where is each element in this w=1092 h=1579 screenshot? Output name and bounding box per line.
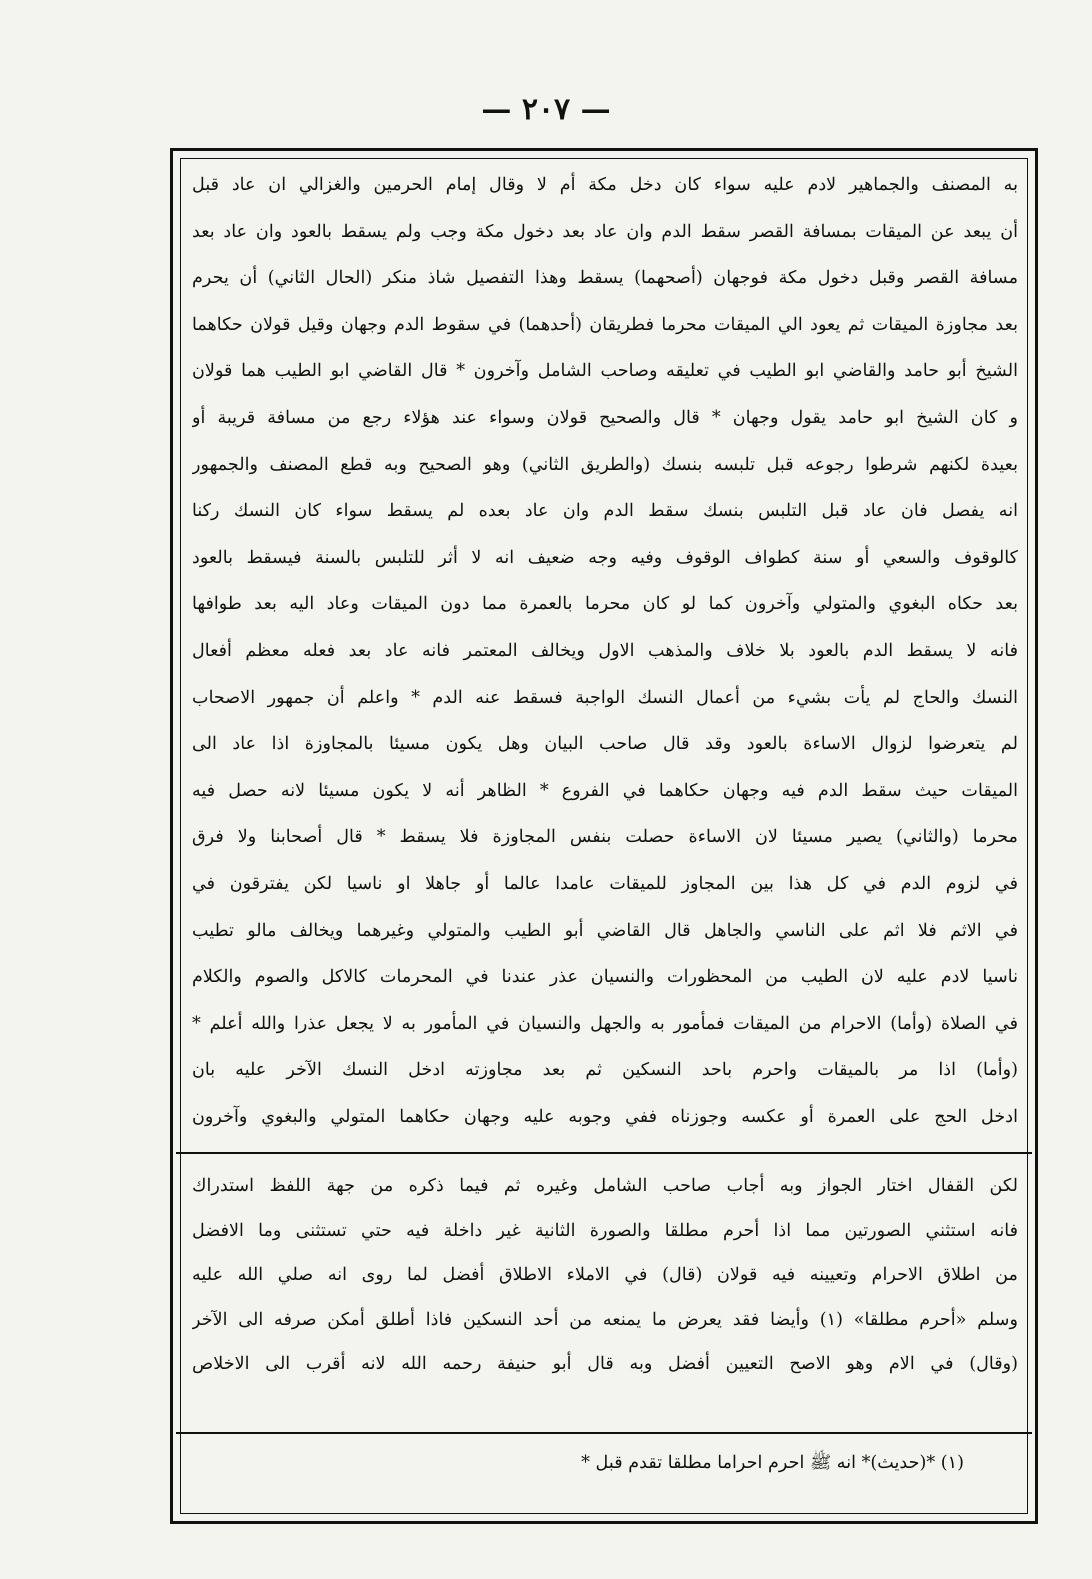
main-line: و كان الشيخ ابو حامد يقول وجهان * قال والصحيح قولان وسواء عند هؤلاء رجع من مسافة قريبة أو (192, 407, 1018, 428)
main-line: مسافة القصر وقبل دخول مكة فوجهان (أصحهما) يسقط وهذا التفصيل شاذ منكر (الحال الثاني) أن يحرم (192, 268, 1018, 289)
main-text (192, 162, 1018, 1152)
main-line: الشيخ أبو حامد والقاضي ابو الطيب في تعليقه وصاحب الشامل وآخرون * قال القاضي ابو الطيب هما قولان (192, 361, 1018, 382)
main-line: النسك والحاج لم يأت بشيء من أعمال النسك الواجبة فسقط عنه الدم * واعلم أن جمهور الاصحاب (192, 687, 1018, 708)
commentary-line: وسلم «أحرم مطلقا» (١) وأيضا فقد يعرض ما يمنعه من أحد النسكين فاذا أطلق أمكن صرفه الى الآخر (192, 1309, 1018, 1330)
main-line: بعد حكاه البغوي والمتولي وآخرون كما لو كان محرما بالعمرة مما دون الميقات وعاد اليه بعد طوافها (192, 594, 1018, 615)
main-line: فانه لا يسقط الدم بالعود بلا خلاف والمذهب الاول ويخالف المعتمر فانه عاد بعد فعله معظم أفعال (192, 640, 1018, 661)
main-line: ادخل الحج على العمرة أو عكسه وجوزناه ففي وجوبه عليه وجهان حكاهما المتولي والبغوي وآخرون (192, 1106, 1018, 1127)
main-line: كالوقوف والسعي أو سنة كطواف الوقوف وفيه وجه ضعيف انه لا أثر للتلبس بالسنة فيسقط بالعود (192, 547, 1018, 568)
main-line: لم يتعرضوا لزوال الاساءة بالعود وقد قال صاحب البيان وهل يكون مسيئا بالمجاوزة اذا عاد الى (192, 734, 1018, 755)
main-line: أن يبعد عن الميقات بمسافة القصر سقط الدم وان عاد بعد دخول مكة وجب ولم يسقط بالعود وان عاد بعد (192, 221, 1018, 242)
main-line: بعد مجاوزة الميقات ثم يعود الي الميقات محرما فطريقان (أحدهما) في سقوط الدم وجهان وقيل قولان حكاهما (192, 314, 1018, 335)
main-line: محرما (والثاني) يصير مسيئا لان الاساءة حصلت بنفس المجاوزة فلا يسقط * قال أصحابنا ولا فرق (192, 827, 1018, 848)
commentary-text (192, 1164, 1018, 1426)
main-line: ناسيا لادم عليه لان الطيب من المحظورات والنسيان عذر عندنا في المحرمات كالاكل والصوم والكلام (192, 967, 1018, 988)
main-line: بعيدة لكنهم شرطوا رجوعه قبل تلبسه بنسك (والطريق الثاني) وهو الصحيح وبه قطع المصنف والجمهور (192, 454, 1018, 475)
main-line: في الاثم فلا اثم على الناسي والجاهل قال القاضي أبو الطيب والمتولي وغيرهما ويخالف مالو تطيب (192, 920, 1018, 941)
main-line: الميقات حيث سقط الدم فيه وجهان حكاهما في الفروع * الظاهر أنه لا يكون مسيئا لانه حصل فيه (192, 780, 1018, 801)
main-line: به المصنف والجماهير لادم عليه سواء كان دخل مكة أم لا وقال إمام الحرمين والغزالي ان عاد قبل (192, 175, 1018, 195)
commentary-line: (وقال) في الام وهو الاصح التعيين أفضل وبه قال أبو حنيفة رحمه الله لانه أقرب الى الاخلاص (192, 1354, 1018, 1374)
main-line: (وأما) اذا مر بالميقات واحرم باحد النسكين ثم بعد مجاوزته ادخل النسك الآخر عليه بان (192, 1060, 1018, 1081)
commentary-line: لكن القفال اختار الجواز وبه أجاب صاحب الشامل وغيره ثم فيما ذكره من جهة اللفظ استدراك (192, 1176, 1018, 1196)
footnote: (١) *(حديث)* انه ﷺ احرم احراما مطلقا تقدم قبل * (581, 1453, 964, 1473)
main-line: في لزوم الدم في كل هذا بين المجاوز للميقات عامدا عالما أو جاهلا او ناسيا لكن يفترقون في (192, 873, 1018, 894)
main-line: انه يفصل فان عاد قبل التلبس بنسك سقط الدم وان عاد بعده لم يسقط سواء كان النسك ركنا (192, 501, 1018, 522)
page-number: — ٢٠٧ — (481, 92, 611, 127)
main-line: في الصلاة (وأما) الاحرام من الميقات فمأمور به والجهل والنسيان في المأمور به لا يجعل عذرا والله أعلم * (192, 1013, 1018, 1034)
section-divider (176, 1152, 1032, 1154)
footnote-divider (176, 1432, 1032, 1434)
commentary-line: فانه استثني الصورتين مما اذا أحرم مطلقا والصورة الثانية غير داخلة فيه حتي تستثنى وما الافضل (192, 1220, 1018, 1241)
commentary-line: من اطلاق الاحرام وتعيينه فيه قولان (قال) في الاملاء الاطلاق أفضل لما روى انه صلي الله عليه (192, 1265, 1018, 1285)
